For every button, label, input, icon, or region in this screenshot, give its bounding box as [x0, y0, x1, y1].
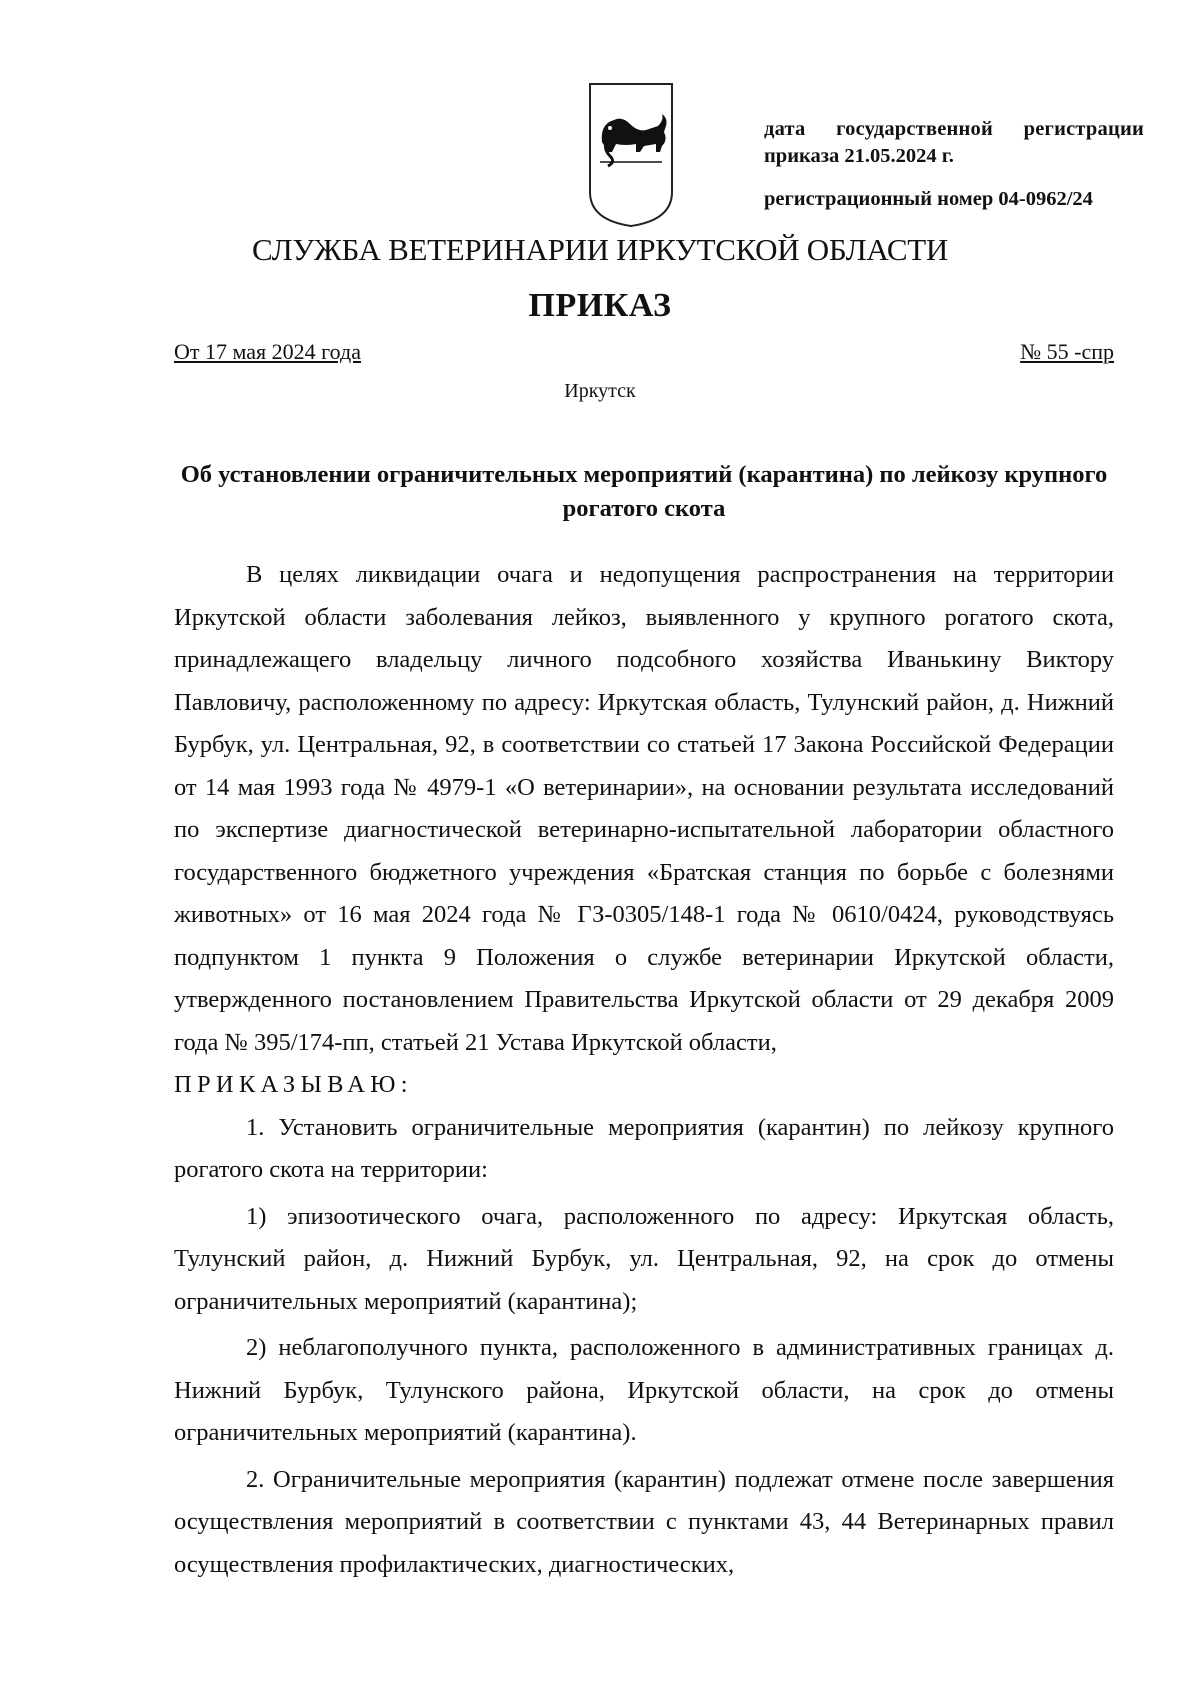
document-type: ПРИКАЗ: [528, 287, 672, 324]
order-number: № 55 -спр: [1020, 339, 1114, 364]
agency-name: СЛУЖБА ВЕТЕРИНАРИИ ИРКУТСКОЙ ОБЛАСТИ: [252, 232, 948, 267]
order-body: [174, 554, 1114, 1586]
order-directive: ПРИКАЗЫВАЮ:: [174, 1071, 413, 1098]
item-1-subitem-1: 1) эпизоотического очага, расположенного по адресу: Иркутская область, Тулунский район, д. Нижний Бурбук, ул. Центральная, 92, на срок до отмены ограничительных мероприятий (карантина);: [174, 1202, 1114, 1315]
registration-number: регистрационный номер 04-0962/24: [764, 188, 1093, 210]
registration-date-label: дата государственной регистрации: [764, 118, 1144, 140]
preamble-paragraph: В целях ликвидации очага и недопущения распространения на территории Иркутской области заболевания лейкоз, выявленного у крупного рогатого скота, принадлежащего владельцу личного подсобного хозяйства Иванькину Виктору Павловичу, расположенному по адресу: Иркутская область, Тулунский район, д. Нижний Бурбук, ул. Центральная, 92, в соответствии со статьей 17 Закона Российской Федерации от 14 мая 1993 года № 4979-1 «О ветеринарии», на основании результата исследований по экспертизе диагностической ветеринарно-испытательной лаборатории областного государственного бюджетного учреждения «Братская станция по борьбе с болезнями животных» от 16 мая 2024 года № ГЗ-0305/148-1 года № 0610/0424, руководствуясь подпунктом 1 пункта 9 Положения о службе ветеринарии Иркутской области, утвержденного постановлением Правительства Иркутской области от 29 декабря 2009 года № 395/174-пп, статьей 21 Устава Иркутской области,: [174, 561, 1114, 1056]
item-1: 1. Установить ограничительные мероприятия (карантин) по лейкозу крупного рогатого скота на территории:: [174, 1113, 1114, 1183]
registration-block: [764, 116, 1144, 213]
order-city: Иркутск: [564, 380, 636, 402]
order-heading: Об установлении ограничительных мероприятий (карантина) по лейкозу крупного рогатого скота: [180, 461, 1108, 522]
registration-date-value: приказа 21.05.2024 г.: [764, 145, 954, 167]
coat-of-arms-emblem: [586, 80, 676, 230]
item-2: 2. Ограничительные мероприятия (карантин) подлежат отмене после завершения осуществления мероприятий в соответствии с пунктами 43, 44 Ветеринарных правил осуществления профилактических, диагностических,: [174, 1465, 1114, 1578]
order-date: От 17 мая 2024 года: [174, 339, 361, 364]
item-1-subitem-2: 2) неблагополучного пункта, расположенного в административных границах д. Нижний Бурбук, Тулунского района, Иркутской области, на срок до отмены ограничительных мероприятий (карантина).: [174, 1334, 1114, 1446]
